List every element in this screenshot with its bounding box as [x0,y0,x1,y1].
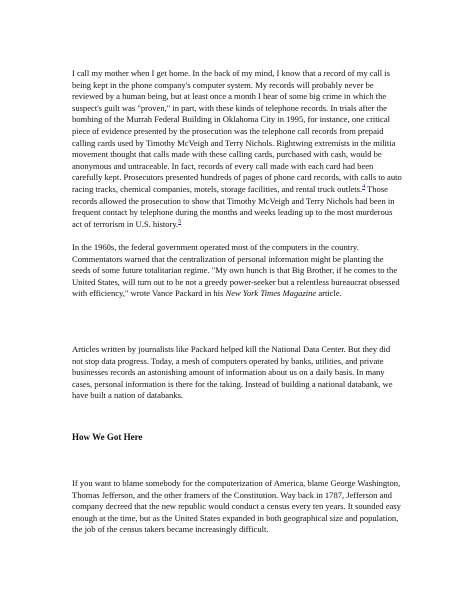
paragraph-census: If you want to blame somebody for the computerization of America, blame George Washington, Thomas Jefferson, and the other framers of the Constitution. Way back in 1787, Jefferson and company decreed that the new republic would conduct a census every ten years. It sounded easy enough at the time, but as the United States expanded in both geographical size and population, the job of the census takers became increasingly difficult. [72,478,401,535]
footnote-link[interactable]: 4 [362,184,366,191]
paragraph-text: Those records allowed the prosecution to show that Timothy McVeigh and Terry Nichols had been in frequent contact by telephone during the months and weeks leading up to the most murderous act of terrorism in U.S. history. [72,183,395,229]
paragraph-text: I call my mother when I get home. In the back of my mind, I know that a record of my call is being kept in the phone company's computer system. My records will probably never be reviewed by a human being, but at least once a month I hear of some big crime in which the suspect's guilt was "proven," in part, with these kinds of telephone records. In trials after the bombing of the Murrah Federal Building in Oklahoma City in 1995, for instance, one critical piece of evidence presented by the prosecution was the telephone call records from prepaid calling cards used by Timothy McVeigh and Terry Nichols. Rightwing extremists in the militia movement thought that calls made with these calling cards, purchased with cash, would be anonymous and untraceable. In fact, records of every call made with each card had been carefully kept. Prosecutors presented hundreds of pages of phone card records, with calls to auto racing tracks, chemical companies, motels, storage facilities, and rental truck outlets. [72,68,402,194]
section-heading: How We Got Here [72,432,143,442]
paragraph-text: In the 1960s, the federal government operated most of the computers in the country. Commentators warned that the centralization of personal information might be planting the seeds of some future totalitarian regime. "My own hunch is that Big Brother, if he comes to the United States, will turn out to be not a greedy power-seeker but a relentless bureaucrat obsessed with efficiency," wrote Vance Packard in his [72,242,400,299]
paragraph-big-brother [72,242,402,300]
publication-title: New York Times Magazine [225,288,317,299]
paragraph-phone-records [72,68,402,230]
paragraph-databanks: Articles written by journalists like Packard helped kill the National Data Center. But they did not stop data progress. Today, a mesh of computers operated by banks, utilities, and private businesses records an astonishing amount of information about us on a daily basis. In many cases, personal information is there for the taking. Instead of building a national databank, we have built a nation of databanks. [72,344,393,401]
paragraph-text: article. [316,288,342,299]
footnote-link[interactable]: 5 [178,218,182,225]
